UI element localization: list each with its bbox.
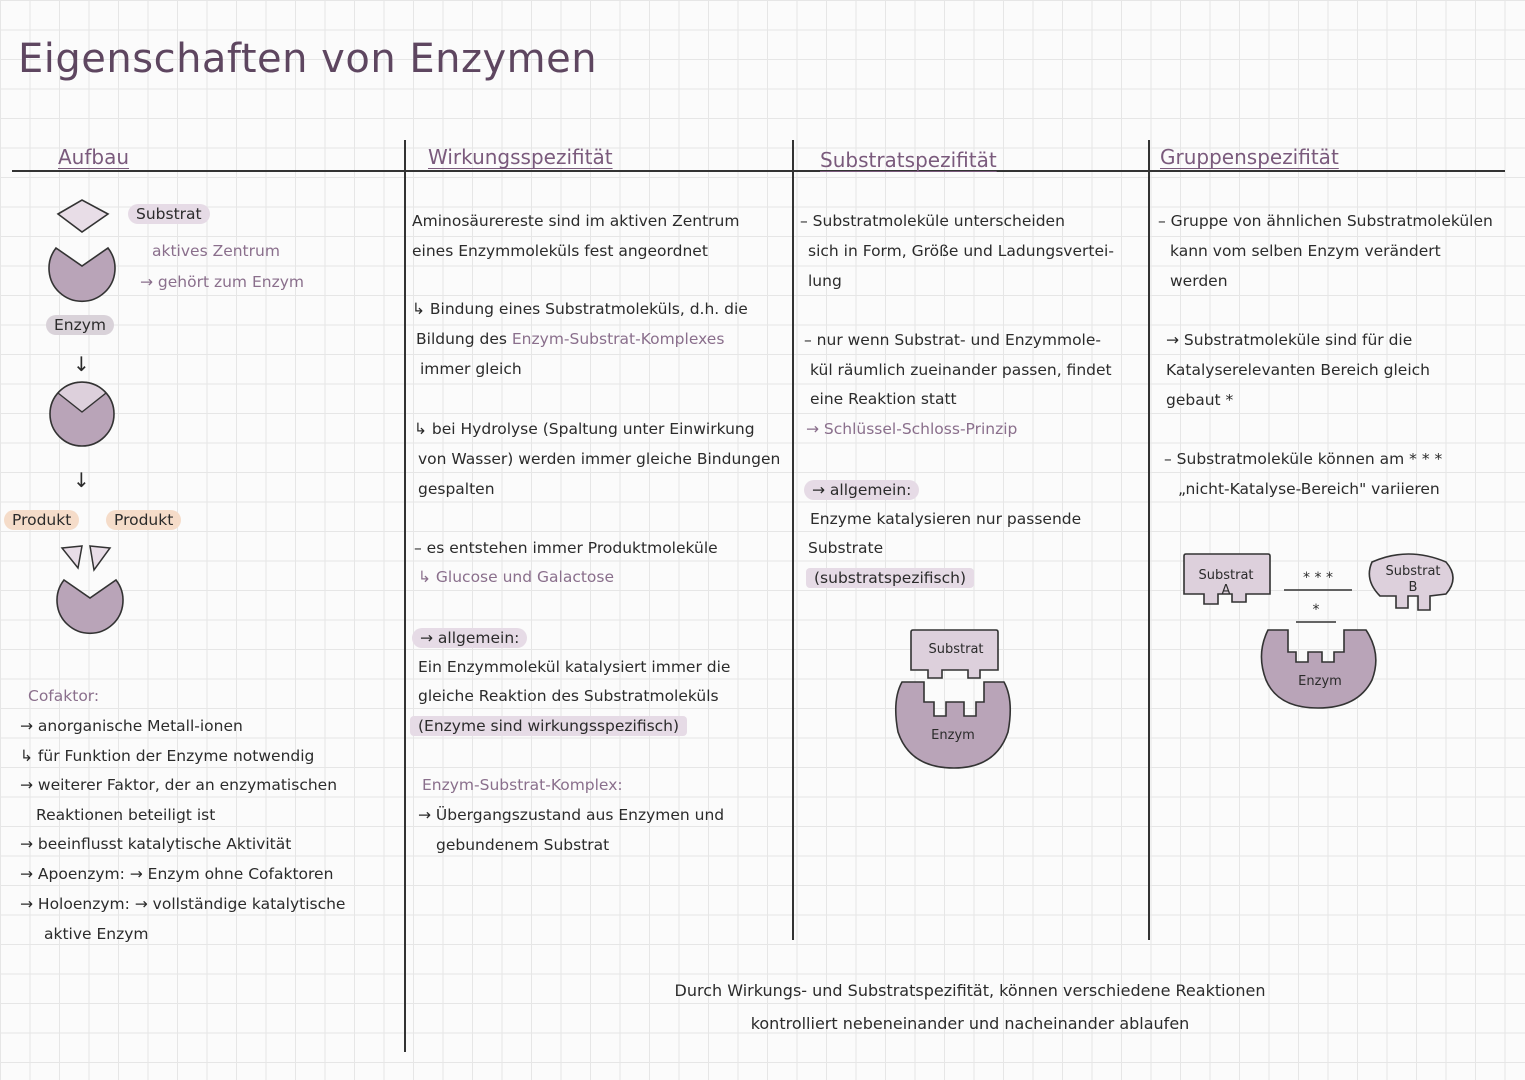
produkt-label-1: Produkt xyxy=(4,510,79,530)
diagram-substrat-a-label: Substrat xyxy=(1198,568,1254,583)
group-enzyme-shape xyxy=(1261,630,1375,708)
summary-line-1: Durch Wirkungs- und Substratspezifität, können verschiedene Reaktionen xyxy=(674,981,1266,1000)
text-line: werden xyxy=(1170,272,1228,290)
text-line: – es entstehen immer Produktmoleküle xyxy=(414,539,718,557)
text-line: – nur wenn Substrat- und Enzymmole- xyxy=(804,331,1101,349)
text-line: → Übergangszustand aus Enzymen und xyxy=(418,806,725,824)
heading-aufbau: Aufbau xyxy=(58,145,130,169)
schluessel-schloss: → Schlüssel-Schloss-Prinzip xyxy=(806,420,1018,438)
text-line: „nicht-Katalyse-Bereich" variieren xyxy=(1178,480,1440,498)
released-enzyme-shape xyxy=(57,580,123,633)
text-line: – Substratmoleküle unterscheiden xyxy=(800,212,1065,230)
cofaktor-line: Reaktionen beteiligt ist xyxy=(36,806,216,824)
diagram-stars-1: * * * xyxy=(1303,570,1333,586)
heading-substratspezifitaet: Substratspezifität xyxy=(820,148,997,172)
cofaktor-line: aktive Enzym xyxy=(44,925,149,943)
column-divider-3 xyxy=(1148,140,1150,940)
text-line: ↳ bei Hydrolyse (Spaltung unter Einwirkung xyxy=(414,420,755,438)
text-line: eines Enzymmoleküls fest angeordnet xyxy=(412,242,708,260)
allgemein-label: → allgemein: xyxy=(804,480,919,500)
esk-term: Enzym-Substrat-Komplexes xyxy=(511,330,725,348)
cofaktor-line: → Holoenzym: → vollständige katalytische xyxy=(20,895,346,913)
product-piece-2 xyxy=(90,546,110,570)
cofaktor-line: ↳ für Funktion der Enzyme notwendig xyxy=(20,747,315,765)
text-line: gespalten xyxy=(418,480,495,498)
enzym-label: Enzym xyxy=(46,315,114,335)
text-line: immer gleich xyxy=(420,360,522,378)
diagram-stars-2: * xyxy=(1312,602,1320,618)
arrow-down-2: ↓ xyxy=(73,468,90,492)
diagram-substrat-label: Substrat xyxy=(928,642,984,657)
column-divider-2 xyxy=(792,140,794,940)
gehoert-zum-enzym: → gehört zum Enzym xyxy=(140,273,304,291)
text-line: – Substratmoleküle können am * * * xyxy=(1164,450,1443,468)
text-line: eine Reaktion statt xyxy=(810,390,957,408)
text-line: Aminosäurereste sind im aktiven Zentrum xyxy=(412,212,740,230)
heading-gruppenspezifitaet: Gruppenspezifität xyxy=(1160,145,1339,169)
cofaktor-line: → Apoenzym: → Enzym ohne Cofaktoren xyxy=(20,865,334,883)
enzyme-shape xyxy=(49,248,115,301)
text-line: kann vom selben Enzym verändert xyxy=(1170,242,1441,260)
text-line: – Gruppe von ähnlichen Substratmolekülen xyxy=(1158,212,1493,230)
text-line: Ein Enzymmolekül katalysiert immer die xyxy=(418,658,731,676)
page-title: Eigenschaften von Enzymen xyxy=(18,36,598,82)
text-line: gebundenem Substrat xyxy=(436,836,610,854)
substrat-label: Substrat xyxy=(128,204,210,224)
produkt-label-2: Produkt xyxy=(106,510,181,530)
text-line: gleiche Reaktion des Substratmoleküls xyxy=(418,687,719,705)
text-line: von Wasser) werden immer gleiche Bindungen xyxy=(418,450,781,468)
product-piece-1 xyxy=(62,546,82,568)
summary-line-2: kontrolliert nebeneinander und nacheinander ablaufen xyxy=(750,1014,1190,1033)
diagram-b-letter: B xyxy=(1408,580,1418,595)
conclusion-substratspezifisch: (substratspezifisch) xyxy=(806,568,974,588)
diagram-group-enzym-label: Enzym xyxy=(1298,674,1342,689)
text-line: lung xyxy=(808,272,842,290)
arrow-down-1: ↓ xyxy=(73,352,90,376)
diagram-substrat-b-label: Substrat xyxy=(1385,564,1441,579)
substrate-shape xyxy=(58,200,108,232)
heading-wirkungsspezifitaet: Wirkungsspezifität xyxy=(428,145,613,169)
cofaktor-line: → weiterer Faktor, der an enzymatischen xyxy=(20,776,338,794)
text-line: Bildung des xyxy=(416,330,507,348)
enzyme-lock-shape xyxy=(896,682,1011,768)
cofaktor-line: → anorganische Metall-ionen xyxy=(20,717,243,735)
cofaktor-line: → beeinflusst katalytische Aktivität xyxy=(20,835,292,853)
aktives-zentrum-label: aktives Zentrum xyxy=(152,242,280,260)
diagram-a-letter: A xyxy=(1221,583,1231,598)
text-line: → Substratmoleküle sind für die xyxy=(1166,331,1413,349)
conclusion-wirkungsspezifisch: (Enzyme sind wirkungsspezifisch) xyxy=(410,716,687,736)
diagram-enzym-label: Enzym xyxy=(931,728,975,743)
text-line: ↳ Bindung eines Substratmoleküls, d.h. die xyxy=(412,300,748,318)
text-line: kül räumlich zueinander passen, findet xyxy=(810,361,1112,379)
allgemein-label: → allgemein: xyxy=(412,628,527,648)
column-divider-1 xyxy=(404,140,406,1052)
text-line: Substrate xyxy=(808,539,884,557)
text-line: sich in Form, Größe und Ladungsvertei- xyxy=(808,242,1114,260)
text-line: Enzyme katalysieren nur passende xyxy=(810,510,1082,528)
cofaktor-title: Cofaktor: xyxy=(28,687,100,705)
text-line: ↳ Glucose und Galactose xyxy=(418,568,615,586)
text-line: Katalyserelevanten Bereich gleich xyxy=(1166,361,1430,379)
text-line: gebaut * xyxy=(1166,391,1234,409)
esk-title: Enzym-Substrat-Komplex: xyxy=(422,776,623,794)
